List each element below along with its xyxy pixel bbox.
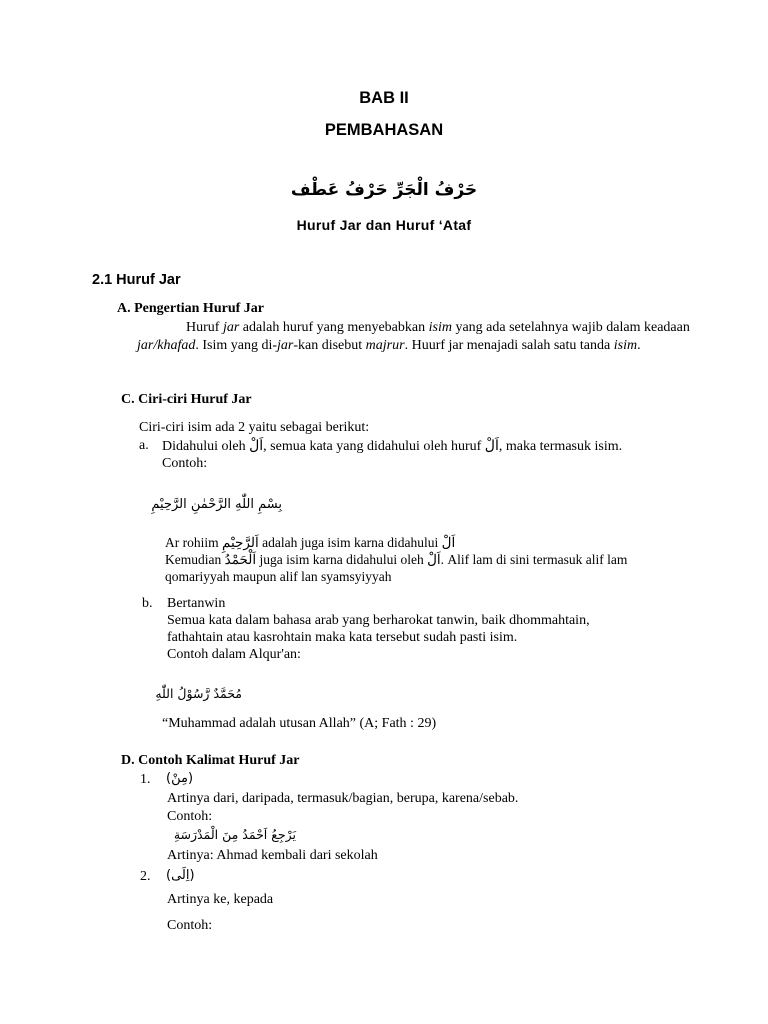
item-a-line3: qomariyyah maupun alif lan syamsyiyyah: [165, 569, 392, 584]
item-b-line2: fathahtain atau kasrohtain maka kata tersebut sudah pasti isim.: [167, 630, 518, 645]
arabic-title: حَرْفُ الْجَرِّ حَرْفُ عَطْف: [290, 180, 478, 200]
part-a-paragraph-line1: [186, 320, 690, 336]
section-heading: 2.1 Huruf Jar: [92, 272, 181, 288]
d-item-2-meaning: Artinya ke, kepada: [167, 892, 274, 907]
item-b-line1: Semua kata dalam bahasa arab yang berharokat tanwin, baik dhommahtain,: [167, 613, 590, 628]
text-run: .: [637, 338, 641, 353]
item-a-contoh: Contoh:: [162, 456, 208, 471]
item-b-title: Bertanwin: [167, 596, 226, 611]
d-item-1-translation: Artinya: Ahmad kembali dari sekolah: [167, 848, 378, 863]
quran-verse-arabic: مُحَمَّدٌ رَّسُوْلُ اللّٰهِ: [155, 686, 242, 701]
d-item-1-arabic: (مِنْ): [166, 771, 194, 786]
term-jar: jar: [277, 338, 294, 353]
term-jar-khafad: jar/khafad: [137, 338, 196, 353]
part-a-heading: A. Pengertian Huruf Jar: [117, 301, 264, 316]
term-isim: isim: [428, 320, 452, 335]
page-title: PEMBAHASAN: [324, 121, 444, 139]
part-a-paragraph-line2: [137, 338, 641, 354]
d-item-1-contoh: Contoh:: [167, 809, 213, 824]
term-jar: jar: [222, 320, 240, 335]
basmalah-arabic: بِسْمِ اللّٰهِ الرَّحْمٰنِ الرَّحِيْمِ: [151, 497, 282, 512]
page-subtitle: Huruf Jar dan Huruf ‘Ataf: [296, 217, 472, 233]
chapter-label: BAB II: [359, 89, 409, 107]
text-run: Huruf: [186, 320, 223, 335]
item-a-line1: Ar rohiim اَلرَّحِيْمِ adalah juga isim karna didahului اَلْ: [165, 535, 456, 550]
text-run: . Isim yang di-: [195, 338, 277, 353]
text-run: adalah huruf yang menyebabkan: [239, 320, 429, 335]
d-item-1-example-arabic: يَرْجِعُ اَحْمَدُ مِنَ الْمَدْرَسَةِ: [173, 827, 296, 842]
part-c-heading: C. Ciri-ciri Huruf Jar: [121, 392, 252, 407]
text-run: . Huurf jar menajadi salah satu tanda: [404, 338, 614, 353]
part-d-heading: D. Contoh Kalimat Huruf Jar: [121, 753, 300, 768]
d-item-1-meaning: Artinya dari, daripada, termasuk/bagian, berupa, karena/sebab.: [167, 791, 519, 806]
d-item-1-marker: 1.: [140, 772, 151, 787]
item-b-line3: Contoh dalam Alqur'an:: [167, 647, 301, 662]
quran-verse-translation: “Muhammad adalah utusan Allah” (A; Fath : 29): [162, 716, 437, 731]
d-item-2-contoh: Contoh:: [167, 918, 213, 933]
term-isim: isim: [613, 338, 638, 353]
item-b-marker: b.: [142, 596, 153, 611]
item-a-marker: a.: [139, 438, 149, 453]
text-run: -kan disebut: [293, 338, 366, 353]
d-item-2-marker: 2.: [140, 869, 151, 884]
d-item-2-arabic: (اِلَى): [166, 868, 195, 883]
text-run: yang ada setelahnya wajib dalam keadaan: [451, 320, 690, 335]
item-a-text: Didahului oleh اَلْ, semua kata yang didahului oleh huruf اَلْ, maka termasuk isim.: [162, 439, 623, 454]
term-majrur: majrur: [365, 338, 405, 353]
part-c-intro: Ciri-ciri isim ada 2 yaitu sebagai berikut:: [139, 420, 370, 435]
item-a-line2: Kemudian اَلْحَمْدُ juga isim karna didahului oleh اَلْ. Alif lam di sini termasuk alif lam: [165, 552, 628, 567]
